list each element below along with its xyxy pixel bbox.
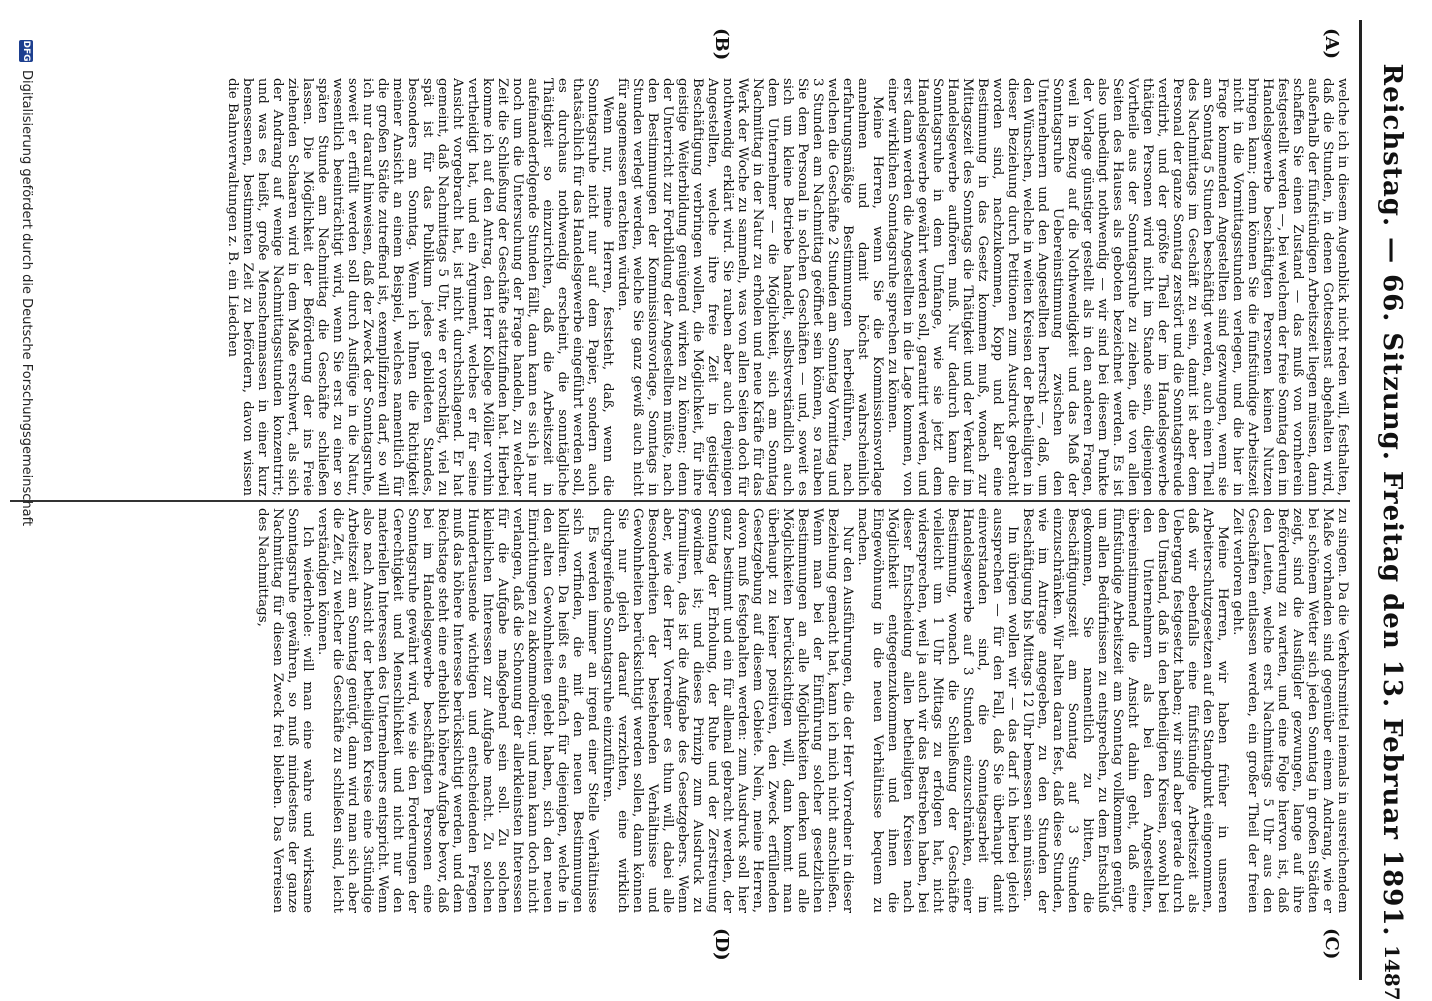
dfg-logo-icon: DFG	[21, 40, 32, 62]
paragraph: Es werden immer an irgend einer Stelle Verhältnisse sich vorfinden, die mit den neuen Bestimmungen kollidiren. Da heißt es einfach für diejenigen, welche in den alten Gewohnheiten gelebt haben, sich den neuen Einrichtungen zu akkommodiren; und man kann doch nicht verlangen, daß die Schonung der allerkleinsten Interessen für die Aufgabe maßgebend sein soll. Zu solchen kleinlichen Interessen zur Aufgabe macht. Zu solchen Hundertausende wichtigen und entscheidenden Fragen muß das höhere Interesse berücksichtigt werden, und dem Reichstage steht eine erheblich höhere Aufgabe bevor, daß bei im Handelsgewerbe beschäftigten Personen eine Sonntagsruhe gewährt wird, wie sie den Forderungen der Gerechtigkeit und Menschlichkeit und nicht nur den materiellen Interessen des Unternehmers entspricht. Wenn also nach Ansicht der betheiligten Kreise eine 3stündige Arbeitszeit am Sonntag genügt, dann wird man sich aber die Zeit, zu welcher die Geschäfte zu schließen sind, leicht verständigen können.	[315, 508, 600, 913]
paragraph: Meine Herren, wir haben früher in unseren Arbeiterschutzgesetzen auf den Standpunkt eingenommen, daß wir ebenfalls eine fünfstündige Arbeitszeit als Uebergang festgesetzt haben; wir sind aber gerade durch den Umstand, daß in den betheiligten Kreisen, sowohl bei den Unternehmern als bei den Angestellten, übereinstimmend die Ansicht dahin geht, daß eine fünfstündige Arbeitszeit am Sonntag vollkommen genügt, um allen Bedürfnissen zu entsprechen, zu dem Entschluß gekommen, Sie namentlich zu bitten, die Beschäftigungszeit am Sonntag auf 3 Stunden einzuschränken. Wir halten daran fest, daß diese Stunden, wie im Antrage angegeben, zu den Stunden der Beschäftigung bis Mittags 12 Uhr bemessen sein müssen.	[1020, 508, 1230, 913]
left-column	[10, 78, 1350, 496]
header-rule	[1359, 20, 1362, 980]
page-number: 1487	[1380, 945, 1404, 1001]
paragraph: zu singen. Da die Verkehrsmittel niemals in ausreichendem Maße vorhanden sind gegenüber einem Andrang, wie er bei schönem Wetter sich jeden Sonntag in großen Städten zeigt, sind die Ausflügler gezwungen, lange auf ihre Beförderung zu warten, und eine Folge hiervon ist, daß den Leuten, welche erst Nachmittags 5 Uhr aus den Geschäften entlassen werden, ein großer Theil der freien Zeit verloren geht.	[1230, 508, 1350, 913]
column-divider	[10, 500, 1350, 502]
paragraph: Nur den Ausführungen, die der Herr Vorredner in dieser Beziehung gemacht hat, kann ich mich nicht anschließen. Wenn man bei der Einführung solcher gesetzlichen Bestimmungen an alle Möglichkeiten denken und alle Möglichkeiten berücksichtigen will, dann kommt man überhaupt zu keiner positiven, den Zweck erfüllenden Gesetzgebung auf diesem Gebiete. Nein, meine Herren, davon muß festgehalten werden: zum Ausdruck soll hier ganz bestimmt und ein für allemal gebracht werden, der Sonntag der Erholung, der Ruhe und der Zerstreuung gewidmet ist; und dieses Prinzip zum Ausdruck zu formuliren, das ist die Aufgabe des Gesetzgebers. Wenn aber, wie der Herr Vorredner es thun will, dabei alle Besonderheiten der bestehenden Verhältnisse und Gewohnheiten berücksichtigt werden sollen, dann können Sie nur gleich darauf verzichten, eine wirklich durchgreifende Sonntagsruhe einzuführen.	[600, 508, 855, 913]
digitization-credit	[19, 40, 34, 526]
margin-mark-a: (A)	[1321, 28, 1342, 59]
paragraph: Meine Herren, wenn Sie die Kommissionsvorlage annehmen und damit höchst wahrscheinlich erfahrungsmäßige Bestimmungen herbeiführen, nach welchen die Geschäfte 2 Stunden am Sonntag Vormittag und 3 Stunden am Nachmittag geöffnet sein können, so rauben Sie dem Personal in solchen Geschäften — und, soweit es sich um kleine Betriebe handelt, selbstverständlich auch dem Unternehmer — die Möglichkeit, sich am Sonntag Nachmittag in der Natur zu erholen und neue Kräfte für das Werk der Woche zu sammeln, was von allen Seiten doch für nothwendig erklärt wird. Sie rauben aber auch denjenigen Angestellten, welche ihre freie Zeit in geistiger Beschäftigung verbringen wollen, die Möglichkeit, für ihre geistige Weiterbildung genügend wirken zu können; denn der Unterricht zur Fortbildung der Angestellten müßte, nach den Bestimmungen der Kommissionsvorlage, Sonntags in Stunden verlegt werden, welche Sie ganz gewiß auch nicht für angemessen erachten würden.	[615, 78, 885, 496]
paragraph: Wenn nur, meine Herren, feststeht, daß, wenn die Sonntagsruhe nicht nur auf dem Papier, sondern auch thatsächlich für das Handelsgewerbe eingeführt werden soll, es durchaus nothwendig erscheint, die sonntägliche Thätigkeit so einzurichten, daß die Arbeitszeit in aufeinanderfolgende Stunden fällt, dann kann es sich ja nur noch um die Untersuchung der Frage handeln, zu welcher Zeit die Schließung der Geschäfte stattzufinden hat. Hierbei komme ich auf den Antrag, den Herr Kollege Möller vorhin vertheidigt hat, und ein Argument, welches er für seine Ansicht vorgebracht hat, ist nicht durchschlagend. Er hat gemeint, daß Nachmittags 5 Uhr, wie er vorschlägt, viel zu spät ist für das Publikum jedes gebildeten Standes, besonders am Sonntag. Wenn ich Ihnen die Richtigkeit meiner Ansicht an einem Beispiel, welches namentlich für die großen Städte zutreffend ist, exemplifiziren darf, so will ich nur darauf hinweisen, daß der Zweck der Sonntagsruhe, soweit er erfüllt werden soll durch Ausflüge in die Natur, wesentlich beeinträchtigt wird, wenn Sie erst zu einer so späten Stunde am Nachmittag die Geschäfte schließen lassen. Die Möglichkeit der Beförderung der ins Freie ziehenden Schaaren wird in dem Maße erschwert, als sich der Andrang auf wenige Nachmittagsstunden konzentrirt; und was es heißt, große Menschenmassen in einer kurz bemessenen, bestimmten Zeit zu befördern, davon wissen die Bahnverwaltungen z. B. ein Liedchen	[225, 78, 615, 496]
margin-mark-c: (C)	[1321, 928, 1342, 960]
paragraph: Im übrigen wollen wir — das darf ich hierbei gleich aussprechen — für den Fall, daß Sie überhaupt damit einverstanden sind, die Sonntagsarbeit im Handelsgewerbe auf 3 Stunden einzuschränken, einer Bestimmung, wonach die Schließung der Geschäfte vielleicht um 1 Uhr Mittags zu erfolgen hat, nicht widersprechen, weil ja auch wir das Bestreben haben, bei dieser Entscheidung allen betheiligten Kreisen nach Möglichkeit entgegenzukommen und ihnen die Eingewöhnung in die neuen Verhältnisse bequem zu machen.	[855, 508, 1020, 913]
credit-text: Digitalisierung gefördert durch die Deutsche Forschungsgemeinschaft	[19, 70, 34, 527]
margin-mark-b: (B)	[711, 28, 732, 61]
margin-mark-d: (D)	[711, 928, 732, 961]
running-title: Reichstag. — 66. Sitzung. Freitag den 13. Februar 1891.	[1377, 63, 1407, 937]
paragraph: welche ich in diesem Augenblick nicht reden will, festhalten, daß die Stunden, in denen Gottesdienst abgehalten wird, außerhalb der fünfstündigen Arbeitszeit liegen müssen, dann schaffen Sie einen Zustand — das muß von vornherein festgestellt werden —, bei welchem der freie Sonntag den im Handelsgewerbe beschäftigten Personen keinen Nutzen bringen kann; denn können Sie die fünfstündige Arbeitszeit nicht in die Vormittagsstunden verlegen, und die hier in Frage kommenden Angestellten sind gezwungen, wenn sie am Sonntag 5 Stunden beschäftigt werden, auch einen Theil des Nachmittags im Geschäft zu sein, damit ist aber dem Personal der ganze Sonntag zerstört und die Sonntagsfreude verdirbt, und der größte Theil der im Handelsgewerbe thätigen Personen wird nicht im Stande sein, diejenigen Vortheile aus der Sonntagsruhe zu ziehen, die von allen Seiten des Hauses als geboten bezeichnet werden. Es ist also unbedingt nothwendig — wir sind bei diesem Punkte der Vorlage günstiger gestellt als in den anderen Fragen, weil in Bezug auf die Nothwendigkeit und das Maß der Sonntagsruhe Uebereinstimmung zwischen den Unternehmern und den Angestellten herrscht —, daß, um den Wünschen, welche in weiten Kreisen der Betheiligten in dieser Beziehung durch Petitionen zum Ausdruck gebracht worden sind, nachzukommen, Kopp und klar eine Bestimmung in das Gesetz kommen muß, wonach zur Mittagszeit des Sonntags die Thätigkeit und der Verkauf im Handelsgewerbe aufhören muß. Nur dadurch kann die Sonntagsruhe in dem Umfange, wie sie jetzt dem Handelsgewerbe gewährt werden soll, garantirt werden, und erst dann werden die Angestellten in die Lage kommen, von einer wirklichen Sonntagsruhe sprechen zu können.	[885, 78, 1350, 496]
page-header	[1372, 20, 1412, 980]
right-column	[130, 508, 1350, 913]
paragraph: Ich wiederhole: will man eine wahre und wirksame Sonntagsruhe gewähren, so muß mindestens der ganze Nachmittag für diesen Zweck frei bleiben. Das Verreisen des Nachmittags,	[255, 508, 315, 913]
